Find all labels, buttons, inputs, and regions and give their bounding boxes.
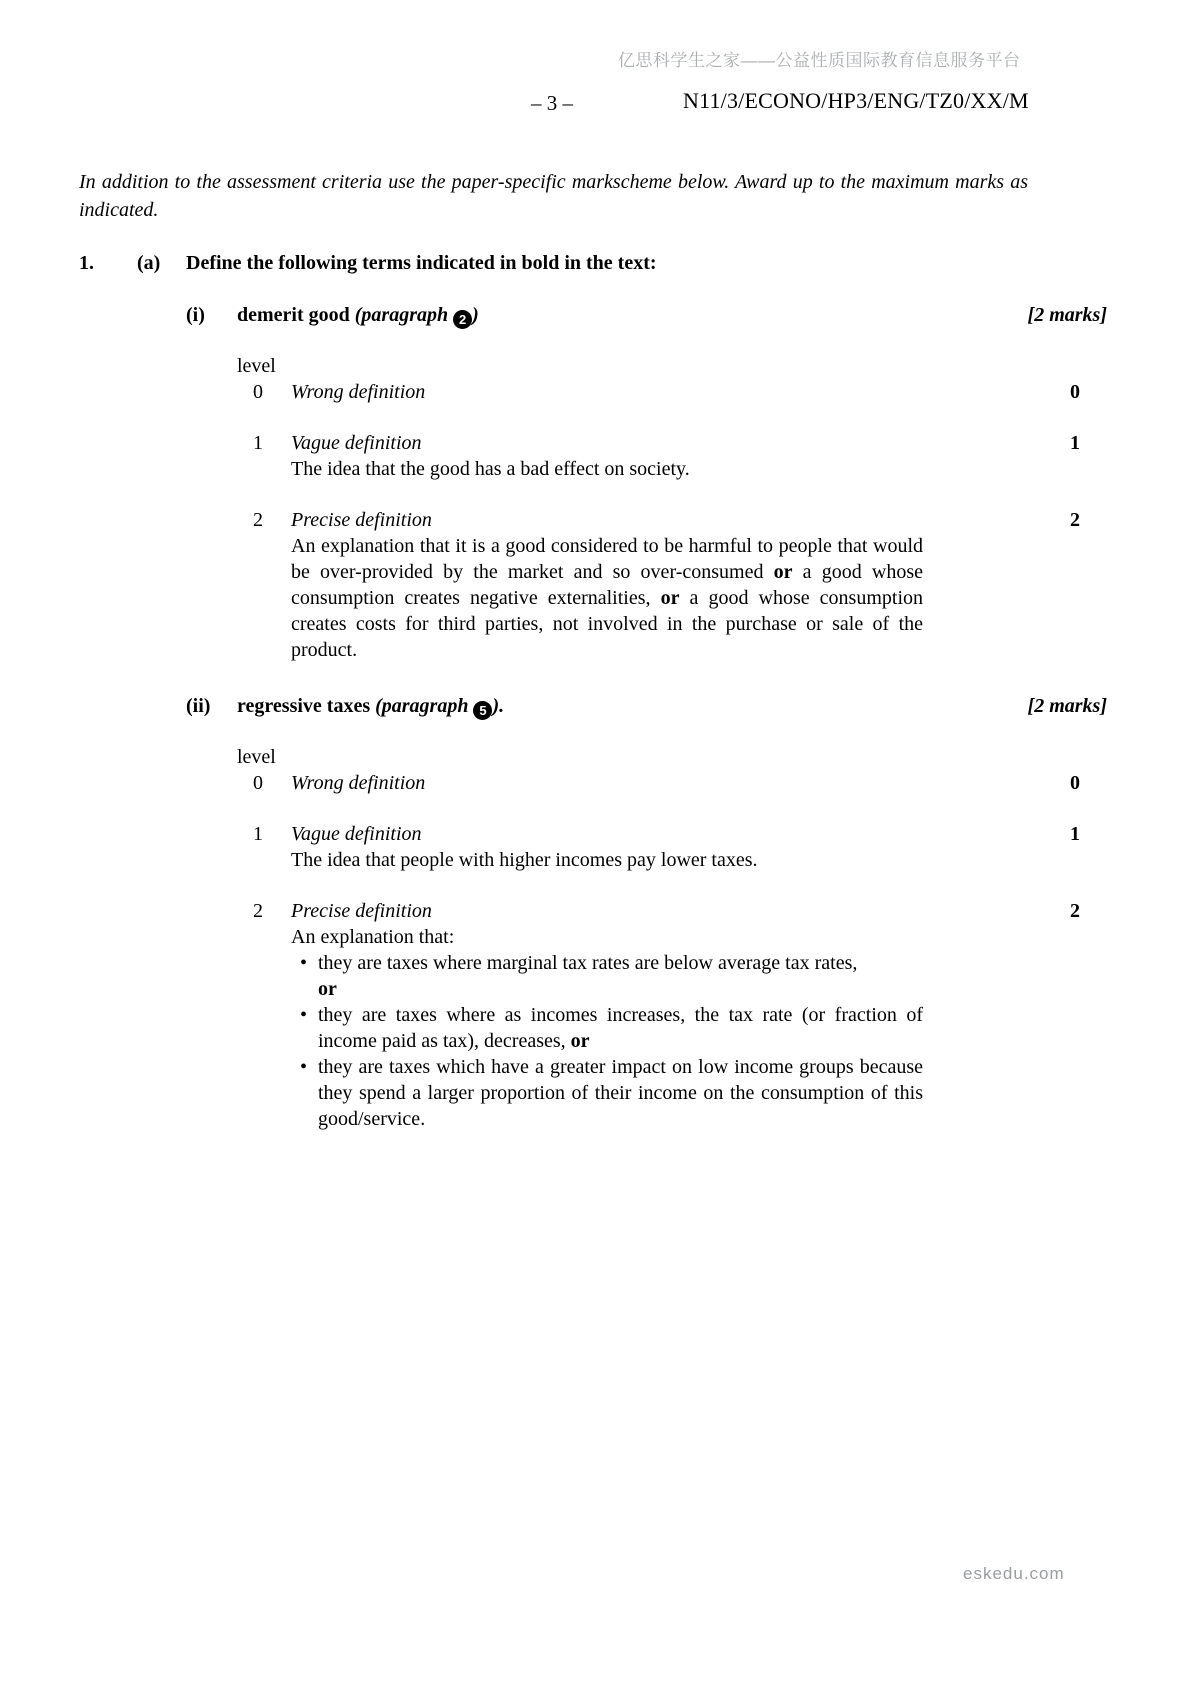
subpart-ii-heading: [186, 693, 1107, 720]
paragraph-ref-open: (paragraph: [375, 695, 474, 717]
level-content: [291, 507, 923, 663]
level-row-1: [237, 821, 1107, 873]
level-number: 0: [253, 381, 263, 403]
question-part: (a): [137, 252, 161, 274]
bullet-text: [318, 1002, 923, 1054]
description-text: An explanation that it is a good considered to be harmful to people that would be over-provided by the market and so over-consumed: [291, 535, 923, 583]
level-mark: 1: [1070, 432, 1080, 454]
subpart-i: [79, 302, 1107, 663]
level-mark: 2: [1070, 900, 1080, 922]
subpart-ii-term: regressive taxes: [237, 695, 376, 717]
subpart-i-heading: [186, 302, 1107, 329]
bullet-text: [318, 1054, 923, 1132]
level-table-ii: [237, 744, 1107, 1132]
level-number: 2: [253, 509, 263, 531]
bullet-item-3: [291, 1054, 923, 1132]
intro-paragraph: In addition to the assessment criteria use the paper-specific markscheme below. Award up to the maximum marks as indicated.: [79, 171, 1028, 221]
level-content: [291, 821, 923, 873]
page-body: [79, 168, 1107, 1132]
paragraph-number-badge: 2: [453, 310, 472, 329]
page-number: – 3 –: [531, 91, 573, 115]
bullet-icon: •: [300, 1056, 308, 1078]
level-description: [291, 533, 923, 663]
subpart-i-label: (i): [186, 304, 205, 326]
bullet-icon: •: [300, 952, 308, 974]
bullet-text-line: they are taxes which have a greater impact on low income groups because they spend a larger proportion of their income on the consumption of this good/service.: [318, 1056, 923, 1130]
subpart-i-term: demerit good: [237, 304, 355, 326]
question-text: Define the following terms indicated in bold in the text:: [186, 252, 657, 274]
bullet-item-1: [291, 950, 923, 1002]
level-number: 1: [253, 432, 263, 454]
level-table-i: [237, 353, 1107, 663]
paragraph-ref-open: (paragraph: [354, 304, 454, 326]
or-keyword: or: [570, 1030, 590, 1052]
level-mark: 0: [1070, 381, 1080, 403]
level-content: [291, 379, 923, 405]
level-title: Wrong definition: [291, 381, 426, 403]
bullet-text-line: they are taxes where as incomes increases, the tax rate (or fraction of income paid as tax), decreases,: [318, 1004, 923, 1052]
level-number: 2: [253, 900, 263, 922]
question-number: 1.: [79, 252, 94, 274]
level-mark: 0: [1070, 772, 1080, 794]
marks-badge: [2 marks]: [1027, 304, 1107, 326]
description-text: a good whose consumption creates negative externalities,: [291, 561, 923, 609]
level-mark: 2: [1070, 509, 1080, 531]
level-content: [291, 898, 923, 1132]
or-keyword: or: [318, 978, 337, 1000]
level-row-2: [237, 507, 1107, 663]
level-row-0: [237, 770, 1107, 796]
level-title: Precise definition: [291, 509, 432, 531]
paragraph-ref-close: ): [472, 304, 479, 326]
paragraph-ref-close: ).: [492, 695, 505, 717]
subpart-ii: [79, 693, 1107, 1132]
level-column-label: level: [237, 355, 276, 377]
level-title: Vague definition: [291, 432, 422, 454]
bullet-text: [318, 950, 923, 1002]
or-keyword: or: [773, 561, 793, 583]
bullet-item-2: [291, 1002, 923, 1054]
level-row-1: [237, 430, 1107, 482]
subpart-ii-label: (ii): [186, 695, 211, 717]
marks-badge: [2 marks]: [1027, 695, 1107, 717]
paragraph-number-badge: 5: [473, 701, 492, 720]
level-column-label: level: [237, 746, 276, 768]
level-mark: 1: [1070, 823, 1080, 845]
level-description: The idea that people with higher incomes pay lower taxes.: [291, 849, 758, 871]
level-title: Precise definition: [291, 900, 432, 922]
level-content: [291, 430, 923, 482]
bullet-icon: •: [300, 1004, 308, 1026]
level-title: Vague definition: [291, 823, 422, 845]
site-watermark: eskedu.com: [963, 1564, 1065, 1583]
question-heading: [79, 250, 1107, 276]
paper-code: N11/3/ECONO/HP3/ENG/TZ0/XX/M: [683, 88, 1029, 113]
level-description: The idea that the good has a bad effect on society.: [291, 458, 690, 480]
level-number: 1: [253, 823, 263, 845]
chinese-watermark: 亿思科学生之家——公益性质国际教育信息服务平台: [618, 51, 1021, 70]
level-number: 0: [253, 772, 263, 794]
level-description-lead: An explanation that:: [291, 926, 455, 948]
level-row-0: [237, 379, 1107, 405]
bullet-text-line: they are taxes where marginal tax rates are below average tax rates,: [318, 952, 858, 974]
level-title: Wrong definition: [291, 772, 426, 794]
level-row-2: [237, 898, 1107, 1132]
level-content: [291, 770, 923, 796]
or-keyword: or: [660, 587, 680, 609]
description-text: a good whose consumption creates costs for third parties, not involved in the purchase or sale of the product.: [291, 587, 923, 661]
